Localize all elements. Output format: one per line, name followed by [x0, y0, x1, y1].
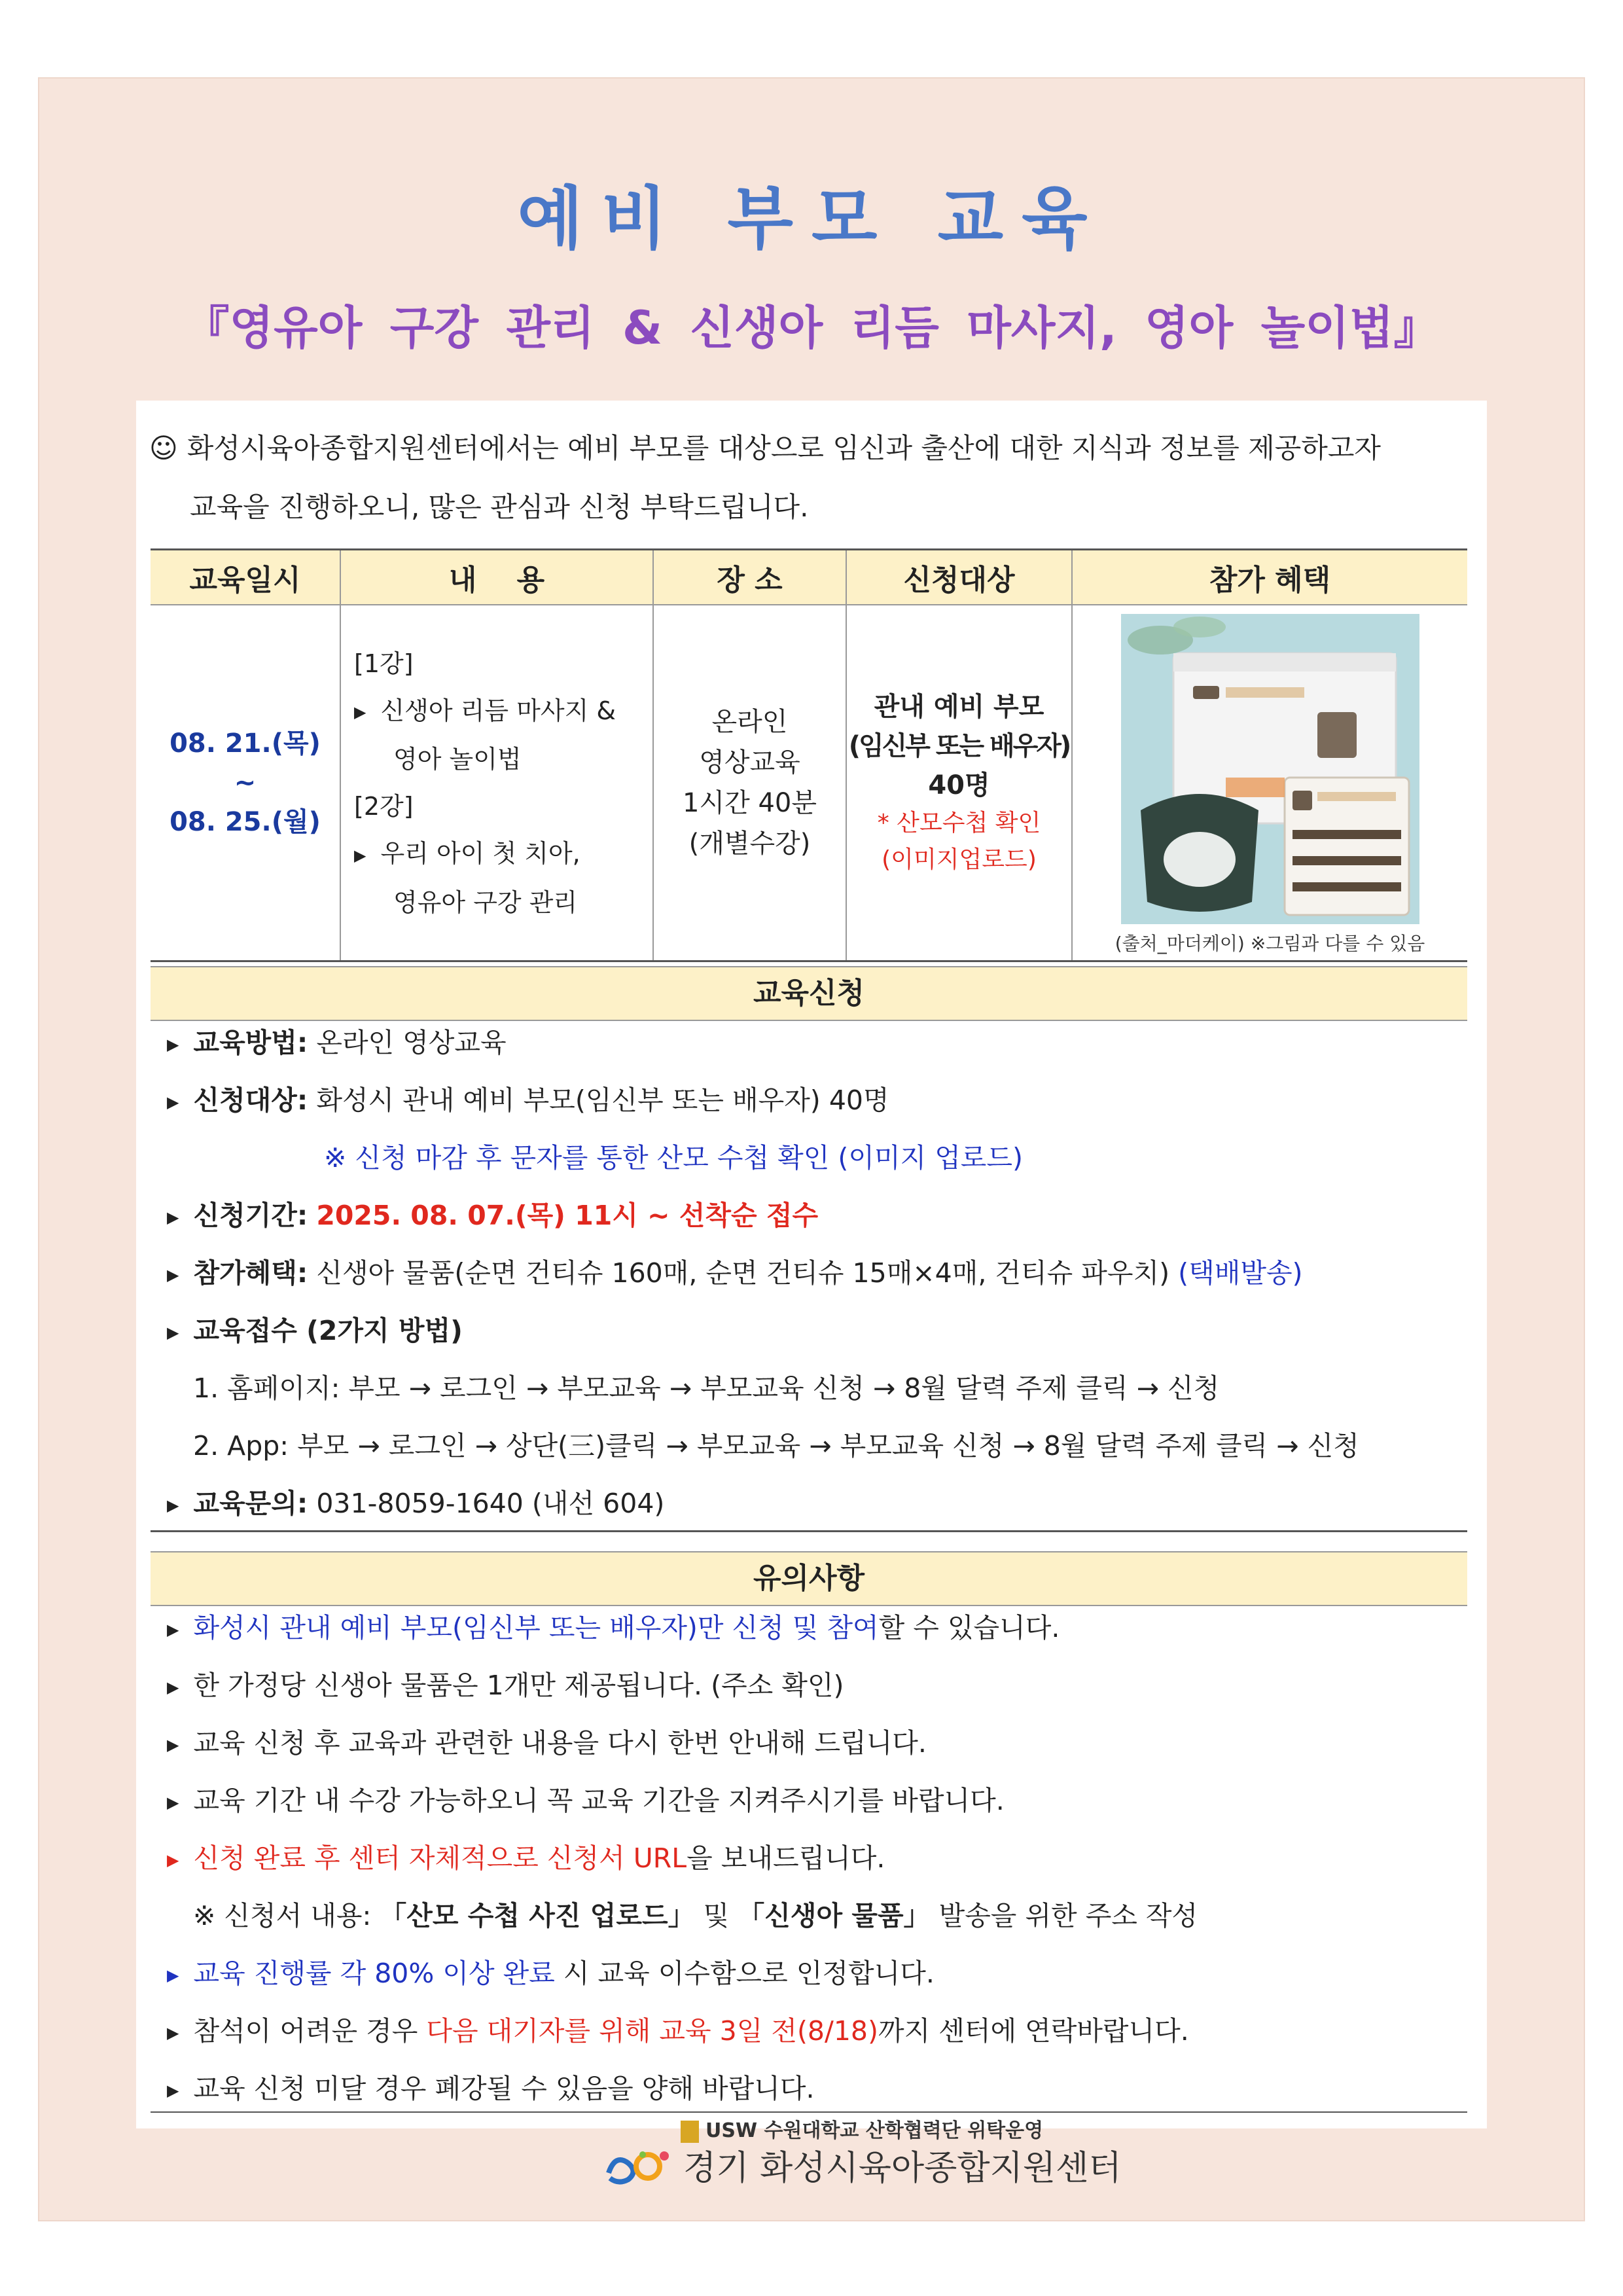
triangle-bullet-icon: ▶ — [167, 1035, 179, 1054]
target-label: 신청대상: — [193, 1085, 308, 1116]
center-logo-icon — [602, 2147, 674, 2195]
lecture-2-label: [2강] — [354, 792, 414, 821]
note-6-mid: 및 — [694, 1900, 738, 1931]
note-9: 교육 신청 미달 경우 폐강될 수 있음을 양해 바랍니다. — [193, 2073, 815, 2104]
triangle-bullet-icon: ▶ — [167, 2024, 179, 2042]
triangle-bullet-icon: ▶ — [354, 703, 366, 721]
target-note-2: (이미지업로드) — [882, 846, 1037, 873]
product-illustration — [1121, 614, 1419, 924]
lecture-2-line-2: 영유아 구강 관리 — [393, 888, 578, 917]
period-value: 2025. 08. 07.(목) 11시 ~ 선착순 접수 — [316, 1200, 819, 1231]
lecture-2-line-1: 우리 아이 첫 치아, — [380, 839, 580, 868]
note-6-post: 발송을 위한 주소 작성 — [930, 1900, 1198, 1931]
benefit-caption: (출처_마더케이) ※그림과 다를 수 있음 — [1115, 933, 1425, 954]
target-note-1: * 산모수첩 확인 — [877, 810, 1041, 836]
place-line: 온라인 — [711, 707, 788, 737]
triangle-bullet-icon: ▶ — [167, 1851, 179, 1869]
target-line-1: 관내 예비 부모 — [874, 692, 1044, 722]
target-line-3: 40명 — [928, 770, 990, 800]
reception-way-1: 1. 홈페이지: 부모 → 로그인 → 부모교육 → 부모교육 신청 → 8월 달력 주제 클릭 → 신청 — [193, 1372, 1220, 1404]
divider — [151, 1530, 1467, 1532]
header-place: 장 소 — [653, 550, 846, 605]
content-cell — [340, 605, 653, 961]
place-cell — [653, 605, 846, 961]
triangle-bullet-icon: ▶ — [167, 1323, 179, 1342]
note-8-pre: 참석이 어려운 경우 — [193, 2015, 427, 2047]
benefit-cell — [1072, 605, 1467, 961]
inquiry-label: 교육문의: — [193, 1488, 308, 1519]
reception-way-2: 2. App: 부모 → 로그인 → 상단(三)클릭 → 부모교육 → 부모교육 신청 → 8월 달력 주제 클릭 → 신청 — [193, 1430, 1359, 1462]
triangle-bullet-icon: ▶ — [167, 1621, 179, 1639]
inquiry-value: 031-8059-1640 (내선 604) — [316, 1488, 665, 1519]
center-footer — [602, 2140, 1122, 2195]
triangle-bullet-icon: ▶ — [167, 1208, 179, 1227]
notes-section-title: 유의사항 — [151, 1551, 1467, 1606]
header-benefit: 참가 혜택 — [1072, 550, 1467, 605]
note-1-rest: 할 수 있습니다. — [878, 1612, 1060, 1643]
note-3: 교육 신청 후 교육과 관련한 내용을 다시 한번 안내해 드립니다. — [193, 1727, 927, 1759]
target-line-2: (임신부 또는 배우자) — [848, 731, 1070, 761]
benefit-value: 신생아 물품(순면 건티슈 160매, 순면 건티슈 15매×4매, 건티슈 파우치) — [316, 1257, 1170, 1289]
triangle-bullet-icon: ▶ — [167, 1266, 179, 1284]
triangle-bullet-icon: ▶ — [167, 1496, 179, 1515]
target-value: 화성시 관내 예비 부모(임신부 또는 배우자) 40명 — [316, 1085, 889, 1116]
intro-text — [149, 419, 1458, 537]
benefit-shipping: (택배발송) — [1178, 1257, 1303, 1289]
lecture-1-line-2: 영아 놀이법 — [393, 745, 522, 774]
date-end: 08. 25.(월) — [169, 807, 321, 837]
method-label: 교육방법: — [193, 1027, 308, 1058]
triangle-bullet-icon: ▶ — [167, 1736, 179, 1754]
page-subtitle: 『영유아 구강 관리 & 신생아 리듬 마사지, 영아 놀이법』 — [183, 301, 1440, 355]
period-label: 신청기간: — [193, 1200, 308, 1231]
page-title: 예비 부모 교육 — [517, 179, 1106, 259]
note-5-rest: 을 보내드립니다. — [687, 1842, 885, 1874]
header-date: 교육일시 — [151, 550, 340, 605]
intro-line-1: 화성시육아종합지원센터에서는 예비 부모를 대상으로 임신과 출산에 대한 지식과 정보를 제공하고자 — [187, 432, 1381, 464]
place-line: 영상교육 — [699, 747, 800, 778]
triangle-bullet-icon: ▶ — [167, 1678, 179, 1696]
triangle-bullet-icon: ▶ — [167, 1093, 179, 1111]
schedule-table — [151, 548, 1467, 962]
reception-label: 교육접수 (2가지 방법) — [193, 1315, 463, 1346]
apply-section-title: 교육신청 — [151, 966, 1467, 1021]
note-6-bold-1: 「산모 수첩 사진 업로드」 — [380, 1900, 695, 1931]
note-8-emphasis: 다음 대기자를 위해 교육 3일 전(8/18) — [426, 2015, 879, 2047]
center-name: 경기 화성시육아종합지원센터 — [683, 2149, 1122, 2188]
header-content: 내 용 — [340, 550, 653, 605]
date-start: 08. 21.(목) — [169, 728, 321, 759]
target-cell — [846, 605, 1072, 961]
place-line: (개별수강) — [688, 829, 811, 859]
usw-operator-line — [681, 2114, 1043, 2143]
method-value: 온라인 영상교육 — [316, 1027, 507, 1058]
note-8-post: 까지 센터에 연락바랍니다. — [878, 2015, 1189, 2047]
smile-icon: ☺ — [149, 432, 178, 464]
triangle-bullet-icon: ▶ — [354, 846, 366, 865]
note-7-emphasis: 교육 진행률 각 80% 이상 완료 — [193, 1958, 555, 1989]
note-4: 교육 기간 내 수강 가능하오니 꼭 교육 기간을 지켜주시기를 바랍니다. — [193, 1785, 1005, 1816]
intro-line-2: 교육을 진행하오니, 많은 관심과 신청 부탁드립니다. — [190, 491, 809, 523]
note-1-emphasis: 화성시 관내 예비 부모(임신부 또는 배우자)만 신청 및 참여 — [193, 1612, 879, 1643]
divider — [151, 2111, 1467, 2113]
note-7-rest: 시 교육 이수함으로 인정합니다. — [554, 1958, 935, 1989]
note-5-emphasis: 신청 완료 후 센터 자체적으로 신청서 URL — [193, 1842, 687, 1874]
note-6-bold-2: 「신생아 물품」 — [738, 1900, 931, 1931]
product-image — [1121, 614, 1419, 924]
place-line: 1시간 40분 — [683, 788, 817, 818]
triangle-bullet-icon: ▶ — [167, 1793, 179, 1812]
lecture-1-line-1: 신생아 리듬 마사지 & — [380, 696, 616, 725]
usw-logo-icon — [681, 2121, 699, 2143]
date-cell — [151, 605, 340, 961]
triangle-bullet-icon: ▶ — [167, 1966, 179, 1984]
note-6-pre: ※ 신청서 내용: — [193, 1900, 380, 1931]
usw-text: USW 수원대학교 산학협력단 위탁운영 — [705, 2119, 1044, 2142]
note-2: 한 가정당 신생아 물품은 1개만 제공됩니다. (주소 확인) — [193, 1670, 844, 1701]
lecture-1-label: [1강] — [354, 649, 414, 678]
date-sep: ~ — [234, 768, 257, 798]
header-target: 신청대상 — [846, 550, 1072, 605]
target-note: ※ 신청 마감 후 문자를 통한 산모 수첩 확인 (이미지 업로드) — [324, 1142, 1024, 1174]
triangle-bullet-icon: ▶ — [167, 2081, 179, 2100]
benefit-label: 참가혜택: — [193, 1257, 308, 1289]
